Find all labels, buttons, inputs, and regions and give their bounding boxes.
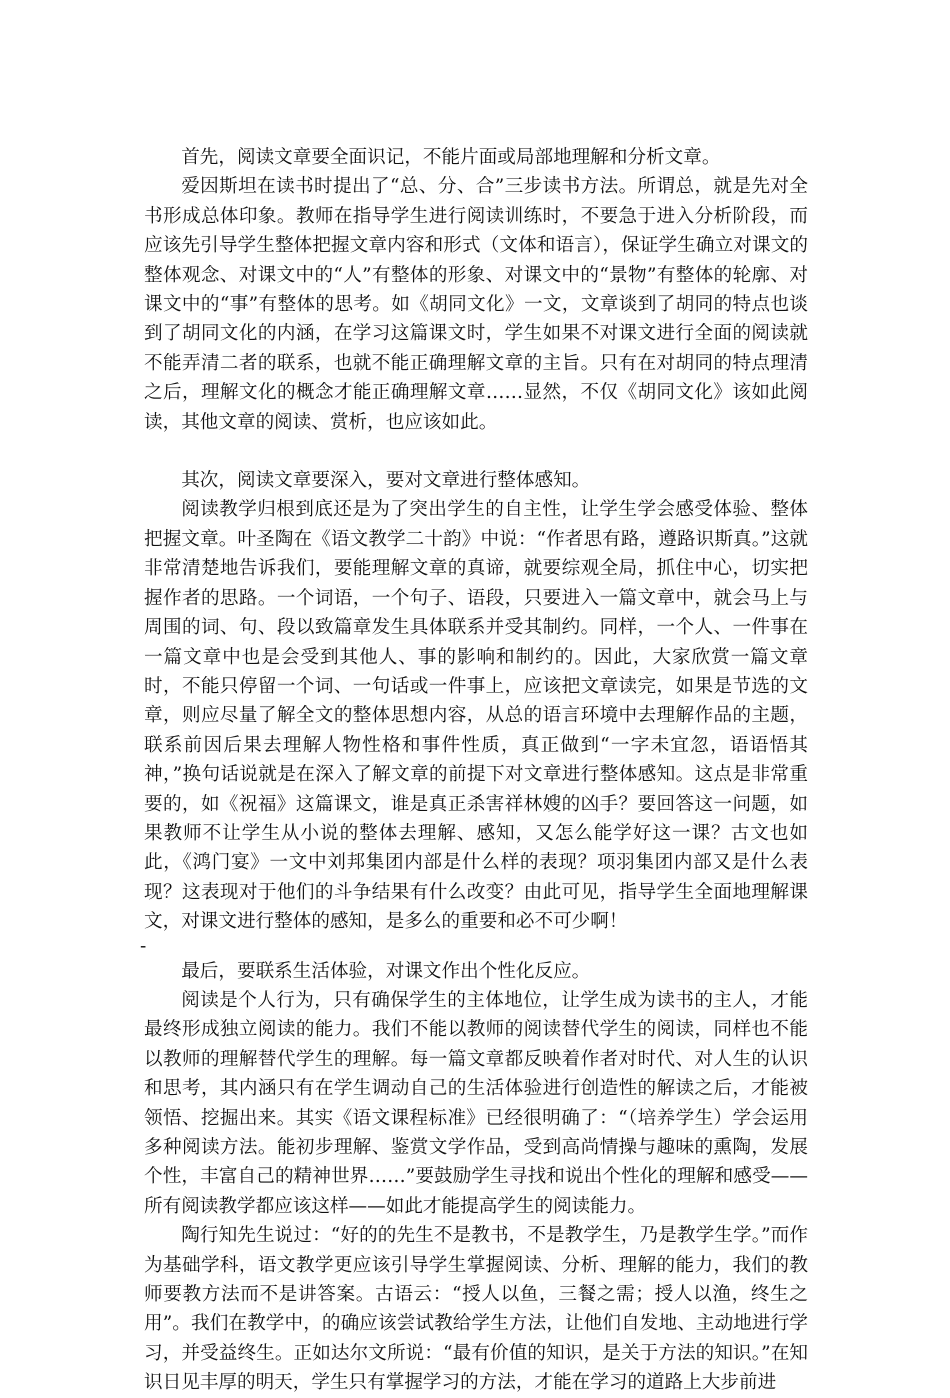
section-heading-second: 其次，阅读文章要深入，要对文章进行整体感知。: [181, 470, 591, 492]
section-heading-first: 首先，阅读文章要全面识记，不能片面或局部地理解和分析文章。: [181, 147, 721, 168]
paragraph: 阅读教学归根到底还是为了突出学生的自主性，让学生学会感受体验、整体把握文章。叶圣陶在《语文教学二十韵》中说：“作者思有路，遵路识斯真。”这就非常清楚地告诉我们，要能理解文章的真谛，就要综观全局，抓住中心，切实把握作者的思路。一个词语，一个句子、语段，只要进入一篇文章中，就会马上与周围的词、句、段以致篇章发生具体联系并受其制约。同样，一个人、一件事在一篇文章中也是会受到其他人、事的影响和制约的。因此，大家欣赏一篇文章时，不能只停留一个词、一句话或一件事上，应该把文章读完，如果是节选的文章，则应尽量了解全文的整体思想内容，从总的语言环境中去理解作品的主题，联系前因后果去理解人物性格和事件性质，真正做到“一字未宜忽，语语悟其神，”换句话说就是在深入了解文章的前提下对文章进行整体感知。这点是非常重要的，如《祝福》这篇课文，谁是真正杀害祥林嫂的凶手？要回答这一问题，如果教师不让学生从小说的整体去理解、感知，又怎么能学好这一课？古文也如此，《鸿门宴》一文中刘邦集团内部是什么样的表现？项羽集团内部又是什么表现？这表现对于他们的斗争结果有什么改变？由此可见，指导学生全面地理解课文，对课文进行整体的感知，是多么的重要和必不可少啊！: [144, 499, 808, 933]
separator-mark: -: [140, 935, 147, 957]
paragraph: 阅读是个人行为，只有确保学生的主体地位，让学生成为读书的主人，才能最终形成独立阅读的能力。我们不能以教师的阅读替代学生的阅读，同样也不能以教师的理解替代学生的理解。每一篇文章都反映着作者对时代、对人生的认识和思考，其内涵只有在学生调动自己的生活体验进行创造性的解读之后，才能被领悟、挖掘出来。其实《语文课程标准》已经很明确了：“（培养学生）学会运用多种阅读方法。能初步理解、鉴赏文学作品，受到高尚情操与趣味的熏陶，发展个性，丰富自己的精神世界……”要鼓励学生寻找和说出个性化的理解和感受——所有阅读教学都应该这样——如此才能提高学生的阅读能力。: [144, 989, 808, 1217]
paragraph: 爱因斯坦在读书时提出了“总、分、合”三步读书方法。所谓总，就是先对全书形成总体印象。教师在指导学生进行阅读训练时，不要急于进入分析阶段，而应该先引导学生整体把握文章内容和形式（文体和语言），保证学生确立对课文的整体观念、对课文中的“人”有整体的形象、对课文中的“景物”有整体的轮廓、对课文中的“事”有整体的思考。如《胡同文化》一文，文章谈到了胡同的特点也谈到了胡同文化的内涵，在学习这篇课文时，学生如果不对课文进行全面的阅读就不能弄清二者的联系，也就不能正确理解文章的主旨。只有在对胡同的特点理清之后，理解文化的概念才能正确理解文章……显然，不仅《胡同文化》该如此阅读，其他文章的阅读、赏析，也应该如此。: [144, 176, 808, 433]
paragraph: 陶行知先生说过：“好的的先生不是教书，不是教学生，乃是教学生学。”而作为基础学科，语文教学更应该引导学生掌握阅读、分析、理解的能力，我们的教师要教方法而不是讲答案。古语云：“授人以鱼，三餐之需；授人以渔，终生之用”。我们在教学中，的确应该尝试教给学生方法，让他们自发地、主动地进行学习，并受益终生。正如达尔文所说：“最有价值的知识，是关于方法的知识。”在知识日见丰厚的明天，学生只有掌握学习的方法，才能在学习的道路上大步前进: [144, 1225, 808, 1394]
document-page: [140, 143, 808, 1398]
section-heading-third: 最后，要联系生活体验，对课文作出个性化反应。: [181, 960, 591, 982]
spacer: [144, 437, 808, 466]
